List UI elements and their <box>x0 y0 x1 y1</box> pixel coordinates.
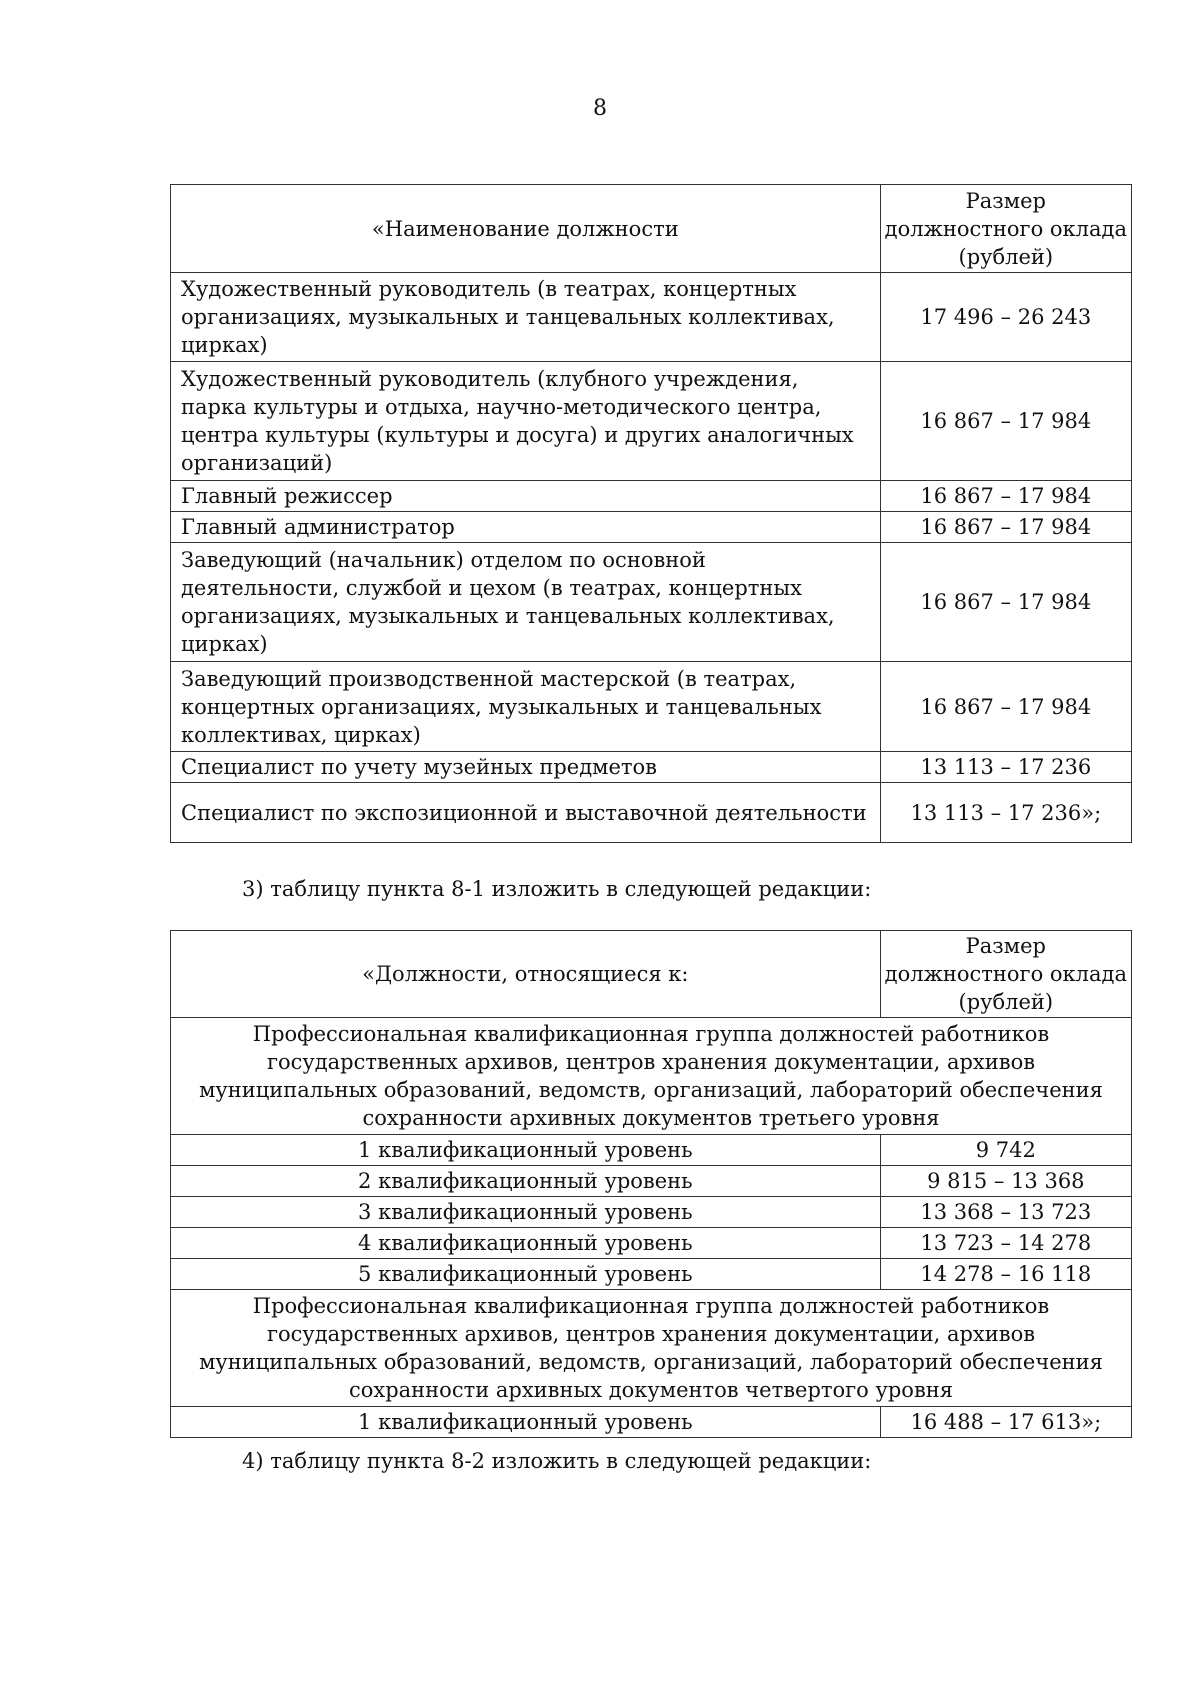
position-salary: 17 496 – 26 243 <box>880 273 1131 362</box>
qualification-level: 1 квалификационный уровень <box>171 1407 881 1438</box>
level-salary: 16 488 – 17 613»; <box>880 1407 1131 1438</box>
position-name: Специалист по экспозиционной и выставочной деятельности <box>171 783 881 843</box>
table-row <box>171 543 1132 662</box>
paragraph-4: 4) таблицу пункта 8-2 изложить в следующей редакции: <box>242 1449 872 1473</box>
salary-table-positions <box>170 184 1132 843</box>
table-row <box>171 1166 1132 1197</box>
qualification-group-fourth-level: Профессиональная квалификационная группа должностей работников государственных архивов, центров хранения документации, архивов муниципальных образований, ведомств, организаций, лабораторий обеспечения сохранности архивных документов четвертого уровня <box>171 1290 1132 1407</box>
position-name: Художественный руководитель (в театрах, концертных организациях, музыкальных и танцевальных коллективах, цирках) <box>171 273 881 362</box>
position-salary: 13 113 – 17 236 <box>880 752 1131 783</box>
position-name: Главный администратор <box>171 512 881 543</box>
header-positions: «Должности, относящиеся к: <box>171 931 881 1018</box>
table-row <box>171 1135 1132 1166</box>
position-salary: 13 113 – 17 236»; <box>880 783 1131 843</box>
level-salary: 9 815 – 13 368 <box>880 1166 1131 1197</box>
position-salary: 16 867 – 17 984 <box>880 543 1131 662</box>
table-header-row <box>171 931 1132 1018</box>
table-row <box>171 273 1132 362</box>
table-row <box>171 752 1132 783</box>
position-salary: 16 867 – 17 984 <box>880 512 1131 543</box>
level-salary: 13 723 – 14 278 <box>880 1228 1131 1259</box>
group-header-row <box>171 1018 1132 1135</box>
position-salary: 16 867 – 17 984 <box>880 662 1131 752</box>
header-salary: Размер должностного оклада (рублей) <box>880 185 1131 273</box>
level-salary: 9 742 <box>880 1135 1131 1166</box>
table-row <box>171 481 1132 512</box>
table-row <box>171 1197 1132 1228</box>
qualification-level: 2 квалификационный уровень <box>171 1166 881 1197</box>
position-salary: 16 867 – 17 984 <box>880 362 1131 481</box>
header-position-name: «Наименование должности <box>171 185 881 273</box>
position-name: Главный режиссер <box>171 481 881 512</box>
table-row <box>171 1407 1132 1438</box>
qualification-level: 5 квалификационный уровень <box>171 1259 881 1290</box>
group-header-row <box>171 1290 1132 1407</box>
position-name: Специалист по учету музейных предметов <box>171 752 881 783</box>
table-row <box>171 512 1132 543</box>
level-salary: 14 278 – 16 118 <box>880 1259 1131 1290</box>
qualification-level: 4 квалификационный уровень <box>171 1228 881 1259</box>
table-row <box>171 1259 1132 1290</box>
page-number: 8 <box>593 96 607 121</box>
salary-table-archives <box>170 930 1132 1438</box>
position-name: Художественный руководитель (клубного учреждения, парка культуры и отдыха, научно-методического центра, центра культуры (культуры и досуга) и других аналогичных организаций) <box>171 362 881 481</box>
level-salary: 13 368 – 13 723 <box>880 1197 1131 1228</box>
paragraph-3: 3) таблицу пункта 8-1 изложить в следующей редакции: <box>242 877 872 901</box>
qualification-level: 1 квалификационный уровень <box>171 1135 881 1166</box>
qualification-level: 3 квалификационный уровень <box>171 1197 881 1228</box>
qualification-group-third-level: Профессиональная квалификационная группа должностей работников государственных архивов, центров хранения документации, архивов муниципальных образований, ведомств, организаций, лабораторий обеспечения сохранности архивных документов третьего уровня <box>171 1018 1132 1135</box>
table-row <box>171 783 1132 843</box>
position-salary: 16 867 – 17 984 <box>880 481 1131 512</box>
table-row <box>171 362 1132 481</box>
position-name: Заведующий (начальник) отделом по основной деятельности, службой и цехом (в театрах, концертных организациях, музыкальных и танцевальных коллективах, цирках) <box>171 543 881 662</box>
table-header-row <box>171 185 1132 273</box>
table-row <box>171 1228 1132 1259</box>
header-salary: Размер должностного оклада (рублей) <box>880 931 1131 1018</box>
position-name: Заведующий производственной мастерской (в театрах, концертных организациях, музыкальных и танцевальных коллективах, цирках) <box>171 662 881 752</box>
table-row <box>171 662 1132 752</box>
